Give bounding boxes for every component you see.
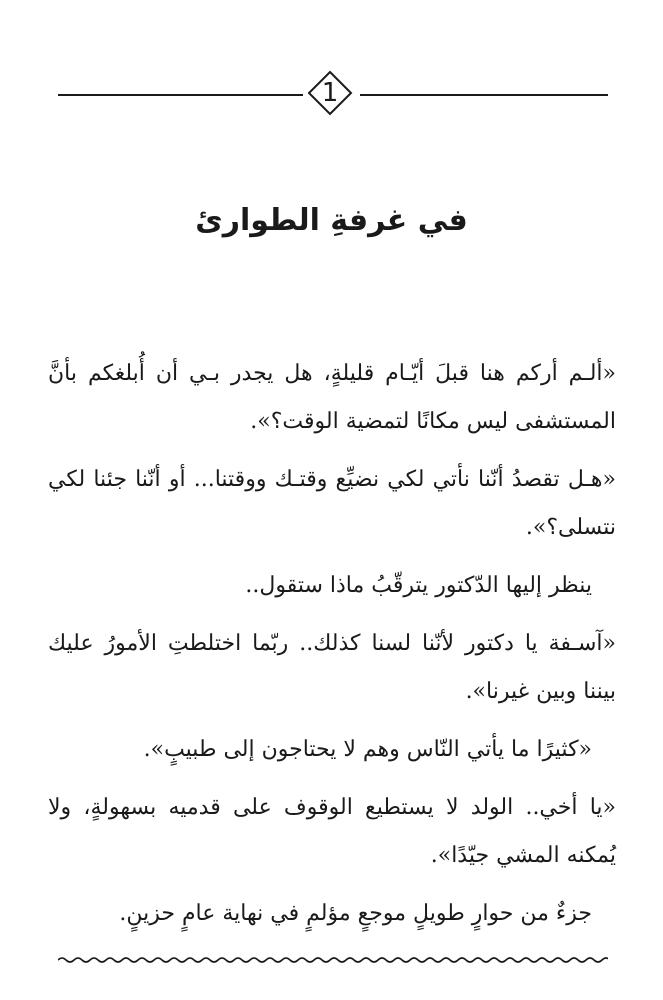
paragraph: «كثيرًا ما يأتي النّاس وهم لا يحتاجون إلى طبيبٍ». bbox=[143, 737, 592, 762]
paragraph: ينظر إليها الدّكتور يترقّبُ ماذا ستقول.. bbox=[245, 573, 592, 598]
wavy-divider bbox=[58, 955, 608, 965]
body-text bbox=[48, 350, 616, 938]
chapter-number: 1 bbox=[321, 78, 339, 108]
paragraph: «هـل تقصدُ أنّنا نأتي لكي نضيِّع وقتـك ووقتنا... أو أنّنا جئنا لكي نتسلى؟». bbox=[48, 467, 616, 540]
paragraph: «يا أخي.. الولد لا يستطيع الوقوف على قدميه بسهولةٍ، ولا يُمكنه المشي جيّدًا». bbox=[48, 795, 616, 868]
paragraph: «آسـفة يا دكتور لأنّنا لسنا كذلك.. ربّما اختلطتِ الأمورُ عليك بيننا وبين غيرنا». bbox=[48, 631, 616, 704]
chapter-title: في غرفةِ الطوارئ bbox=[195, 203, 468, 238]
header-rule-right bbox=[360, 94, 608, 96]
paragraph: جزءٌ من حوارٍ طويلٍ موجعٍ مؤلمٍ في نهاية عامٍ حزينٍ. bbox=[119, 901, 592, 926]
header-rule-left bbox=[58, 94, 303, 96]
paragraph: «ألـم أركم هنا قبلَ أيّـام قليلةٍ، هل يجدر بـي أن أُبلغكم بأنَّ المستشفى ليس مكانًا لتمضية الوقت؟». bbox=[48, 361, 616, 434]
